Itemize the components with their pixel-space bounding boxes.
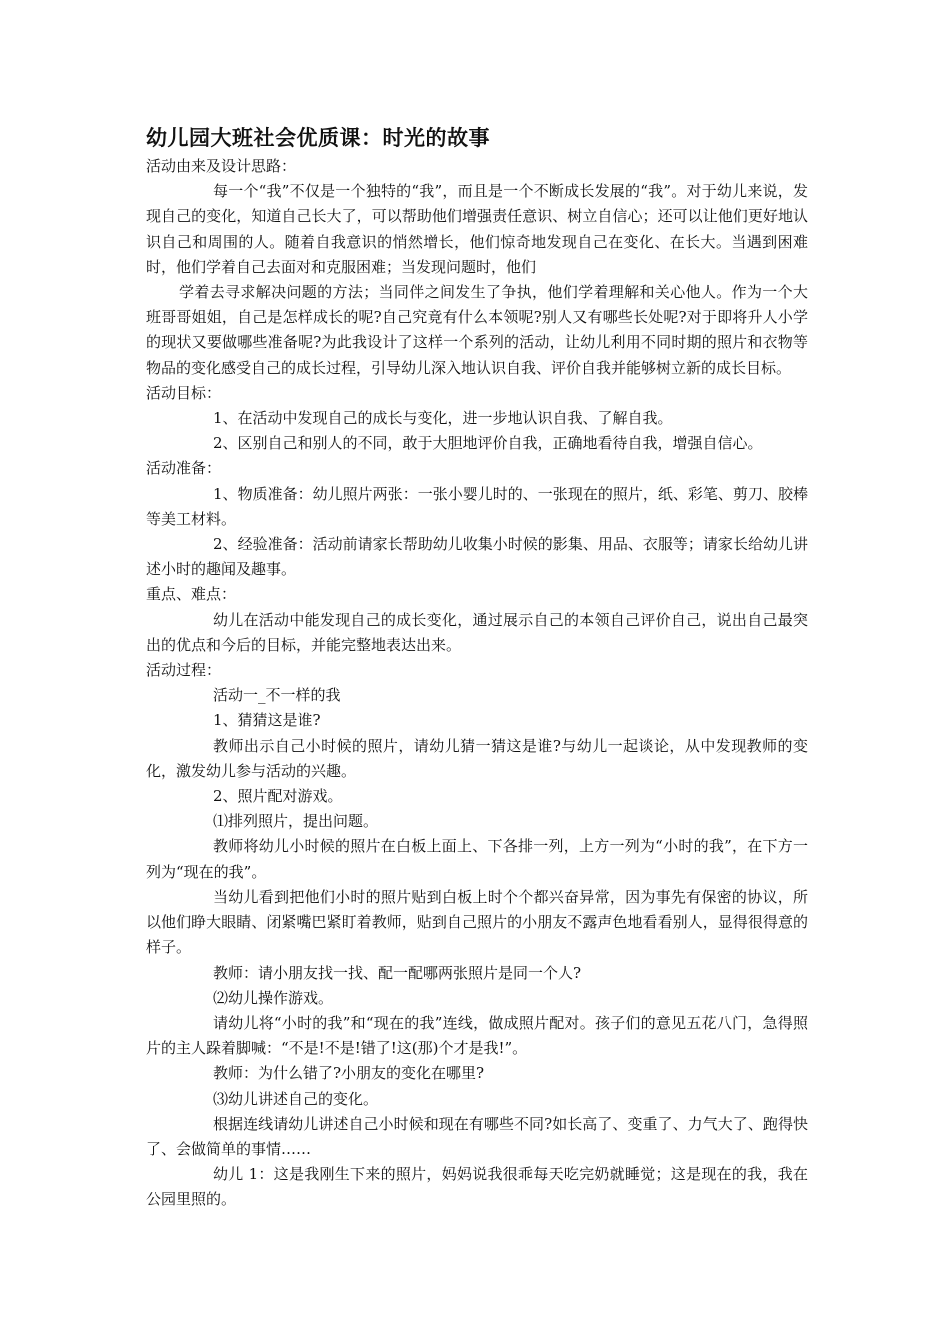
paragraph: 学着去寻求解决问题的方法；当同伴之间发生了争执，他们学着理解和关心他人。作为一个大班哥哥姐姐，自己是怎样成长的呢?自己究竟有什么本领呢?别人又有哪些长处呢?对于即将升人小学的现状又要做哪些准备呢?为此我设计了这样一个系列的活动，让幼儿利用不同时期的照片和衣物等物品的变化感受自己的成长过程，引导幼儿深入地认识自我、评价自我并能够树立新的成长目标。 xyxy=(146,283,808,377)
paragraph: 教师出示自己小时候的照片，请幼儿猜一猜这是谁?与幼儿一起谈论，从中发现教师的变化，激发幼儿参与活动的兴趣。 xyxy=(146,736,808,780)
document-title: 幼儿园大班社会优质课：时光的故事 xyxy=(146,126,490,150)
section-heading: 活动过程： xyxy=(146,661,222,680)
paragraph: 教师将幼儿小时候的照片在白板上面上、下各排一列，上方一列为“小时的我”，在下方一列为“现在的我”。 xyxy=(146,837,808,881)
paragraph: 2、区别自己和别人的不同，敢于大胆地评价自我，正确地看待自我，增强自信心。 xyxy=(213,434,763,453)
paragraph: 1、在活动中发现自己的成长与变化，进一步地认识自我、了解自我。 xyxy=(213,409,673,428)
paragraph: ⑶幼儿讲述自己的变化。 xyxy=(213,1089,379,1108)
section-heading: 重点、难点： xyxy=(146,585,237,604)
paragraph: 当幼儿看到把他们小时的照片贴到白板上时个个都兴奋异常，因为事先有保密的协议，所以他们睁大眼睛、闭紧嘴巴紧盯着教师，贴到自己照片的小朋友不露声色地看看别人，显得很得意的样子。 xyxy=(146,887,808,957)
paragraph: 2、照片配对游戏。 xyxy=(213,787,343,806)
section-heading: 活动准备： xyxy=(146,459,222,478)
paragraph: 教师：请小朋友找一找、配一配哪两张照片是同一个人? xyxy=(213,963,582,982)
section-heading: 活动目标： xyxy=(146,383,222,402)
paragraph: ⑴排列照片，提出问题。 xyxy=(213,812,379,831)
paragraph: 幼儿 1：这是我刚生下来的照片，妈妈说我很乖每天吃完奶就睡觉；这是现在的我，我在公园里照的。 xyxy=(146,1165,808,1209)
section-heading: 活动由来及设计思路： xyxy=(146,157,297,175)
paragraph: 根据连线请幼儿讲述自己小时候和现在有哪些不同?如长高了、变重了、力气大了、跑得快了、会做简单的事情…… xyxy=(146,1114,808,1158)
paragraph: 1、猜猜这是谁? xyxy=(213,711,321,730)
paragraph: 幼儿在活动中能发现自己的成长变化，通过展示自己的本领自己评价自己，说出自己最突出的优点和今后的目标，并能完整地表达出来。 xyxy=(146,610,808,654)
document-body xyxy=(146,122,808,1213)
paragraph: ⑵幼儿操作游戏。 xyxy=(213,988,334,1007)
document-blocks xyxy=(146,154,808,1213)
paragraph: 每一个“我”不仅是一个独特的“我”，而且是一个不断成长发展的“我”。对于幼儿来说，发现自己的变化，知道自己长大了，可以帮助他们增强责任意识、树立自信心；还可以让他们更好地认识自己和周围的人。随着自我意识的悄然增长，他们惊奇地发现自己在变化、在长大。当遇到困难时，他们学着自己去面对和克服困难；当发现问题时，他们 xyxy=(146,182,808,276)
paragraph: 1、物质准备：幼儿照片两张：一张小婴儿时的、一张现在的照片，纸、彩笔、剪刀、胶棒等美工材料。 xyxy=(146,484,808,528)
paragraph: 活动一_不一样的我 xyxy=(213,686,341,705)
paragraph: 2、经验准备：活动前请家长帮助幼儿收集小时候的影集、用品、衣服等；请家长给幼儿讲述小时的趣闻及趣事。 xyxy=(146,535,808,579)
paragraph: 教师：为什么错了?小朋友的变化在哪里? xyxy=(213,1064,485,1083)
paragraph: 请幼儿将“小时的我”和“现在的我”连线，做成照片配对。孩子们的意见五花八门，急得照片的主人跺着脚喊：“不是!不是!错了!这(那)个才是我!”。 xyxy=(146,1013,808,1058)
